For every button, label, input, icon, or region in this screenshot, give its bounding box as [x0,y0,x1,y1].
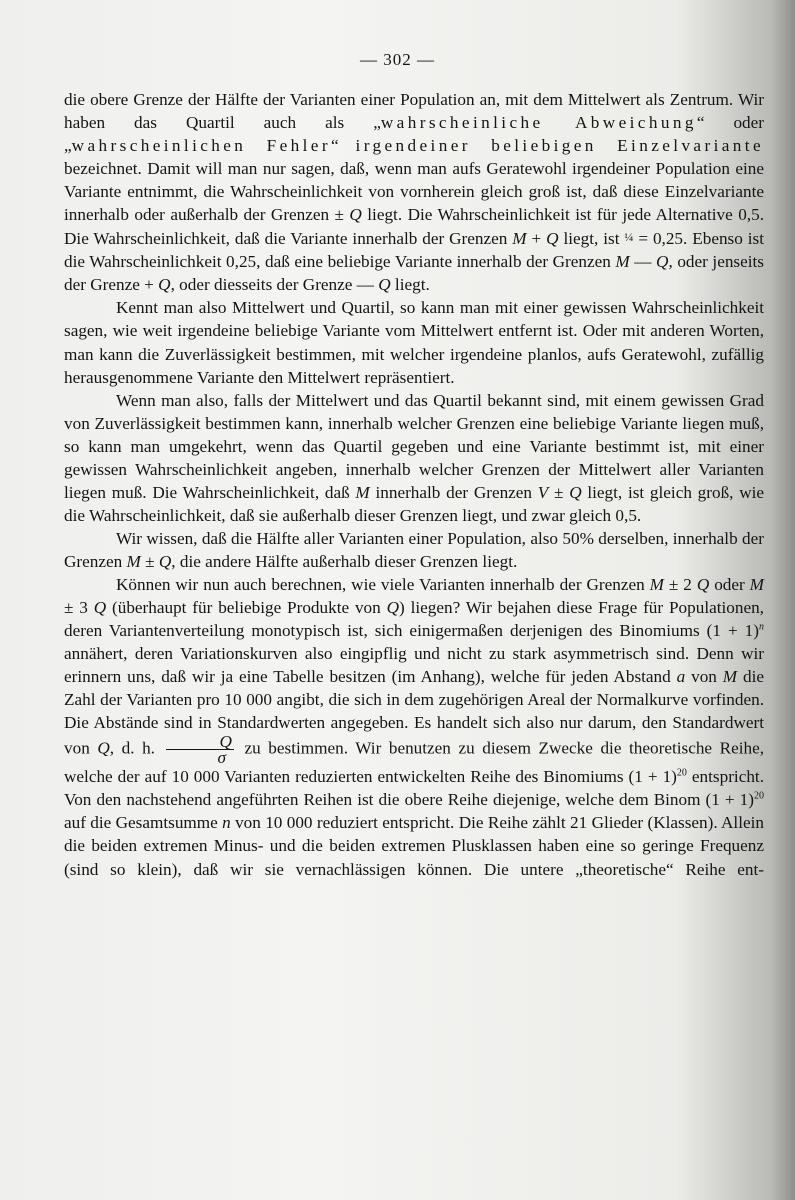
body-text [64,88,764,881]
spaced-term: wahrscheinlichen Fehler [71,136,331,156]
paragraph-2: Kennt man also Mittelwert und Quartil, so kann man mit einer gewissen Wahrscheinlichkeit sagen, wie weit irgendeine beliebige Variante vom Mittelwert entfernt ist. Oder mit anderen Worten, man kann die Zuverlässigkeit bestimmen, mit welcher irgendeine planlos, aufs Geratewohl, zufällig herausgenommene Variante den Mittelwert repräsentiert. [64,298,764,387]
quarter-fraction: ¼ [624,230,634,245]
paragraph-1: die obere Grenze der Hälfte der Varianten einer Population an, mit dem Mittelwert als Zentrum. Wir haben das Quartil auch als „wahrscheinliche Abweichung“ oder „wahrscheinlichen Fehler“ irgendeiner beliebigen Einzelvariante bezeichnet. Damit will man nur sagen, daß, wenn man aufs Geratewohl irgendeiner Population eine Variante entnimmt, die Wahrscheinlichkeit von vornherein gleich groß ist, daß diese Einzelvariante innerhalb oder außerhalb der Grenzen ± Q liegt. Die Wahrscheinlichkeit ist für jede Alternative 0,5. Die Wahrscheinlichkeit, daß die Variante innerhalb der Grenzen M + Q liegt, ist ¼ = 0,25. Ebenso ist die Wahrscheinlichkeit 0,25, daß eine beliebige Variante innerhalb der Grenzen M — Q, oder jenseits der Grenze + Q, oder diesseits der Grenze — Q liegt. [64,90,765,295]
page-number: — 302 — [360,50,435,69]
paragraph-5: Können wir nun auch berechnen, wie viele Varianten innerhalb der Grenzen M ± 2 Q oder M ± 3 Q (überhaupt für beliebige Produkte von Q) liegen? Wir bejahen diese Frage für Populationen, deren Variantenverteilung monotypisch ist, sich einigermaßen derjenigen des Binomiums $(1 + 1)^n$ annähert, deren Variationskurven also eingipflig und nicht zu stark asymmetrisch sind. Denn wir erinnern uns, daß wir ja eine Tabelle besitzen (im Anhang), welche für jeden Abstand a von M die Zahl der Varianten pro 10 000 angibt, die sich in dem zugehörigen Areal der Normalkurve vorfinden. Die Abstände sind in Standardwerten angegeben. Es handelt sich also nur darum, den Standardwert von Q, d. h. $\frac{Q}{\sigma}$ zu bestimmen. Wir benutzen zu diesem Zwecke die theoretische Reihe, welche der auf 10 000 Varianten reduzierten entwickelten Reihe des Binomiums $(1 + 1)^{20}$ entspricht. Von den nachstehend angeführten Reihen ist die obere Reihe diejenige, welche dem Binom $(1 + 1)^{20}$ auf die Gesamtsumme n von 10 000 reduziert entspricht. Die Reihe zählt 21 Glieder (Klassen). Allein die beiden extremen Minus- und die beiden extremen Plusklassen haben eine so geringe Frequenz (sind so klein), daß wir sie vernachlässigen können. Die untere „theoretische“ Reihe ent- [64,574,764,879]
paragraph-3: Wenn man also, falls der Mittelwert und das Quartil bekannt sind, mit einem gewissen Grad von Zuverlässigkeit bestimmen kann, innerhalb welcher Grenzen eine beliebige Variante liegen muß, so kann man umgekehrt, wenn das Quartil gegeben und eine Variante bestimmt ist, mit einer gewissen Wahrscheinlichkeit angeben, innerhalb welcher Grenzen der Mittelwert aller Varianten liegen muß. Die Wahrscheinlichkeit, daß M innerhalb der Grenzen V ± Q liegt, ist gleich groß, wie die Wahrscheinlichkeit, daß sie außerhalb dieser Grenzen liegt, und zwar gleich 0,5. [64,390,765,525]
q-over-sigma-fraction: $\frac{Q}{\sigma}$ [166,734,234,765]
paragraph-4: Wir wissen, daß die Hälfte aller Varianten einer Population, also 50% derselben, innerhalb der Grenzen M ± Q, die andere Hälfte außerhalb dieser Grenzen liegt. [64,528,764,571]
spaced-term: irgendeiner beliebigen Einzelvariante [355,136,764,156]
spaced-term: wahrscheinliche Abweichung [380,113,697,133]
